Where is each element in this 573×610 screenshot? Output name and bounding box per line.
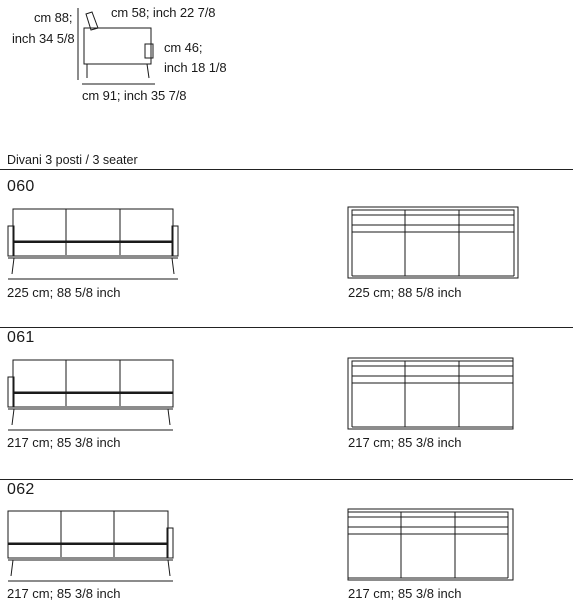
height-label-cm: cm 88; [34, 10, 73, 25]
height-label-inch: inch 34 5/8 [12, 31, 75, 46]
seat-height-label-inch: inch 18 1/8 [164, 60, 227, 75]
model-code: 062 [7, 481, 35, 498]
depth-label: cm 58; inch 22 7/8 [111, 5, 216, 20]
model-code: 061 [7, 329, 35, 346]
top-width-label: 217 cm; 85 3/8 inch [348, 435, 462, 450]
seat-height-label-cm: cm 46; [164, 40, 203, 55]
model-code: 060 [7, 178, 35, 195]
front-width-label: 225 cm; 88 5/8 inch [7, 285, 121, 300]
top-width-label: 225 cm; 88 5/8 inch [348, 285, 462, 300]
width-label: cm 91; inch 35 7/8 [82, 88, 187, 103]
front-width-label: 217 cm; 85 3/8 inch [7, 435, 121, 450]
top-width-label: 217 cm; 85 3/8 inch [348, 586, 462, 601]
front-width-label: 217 cm; 85 3/8 inch [7, 586, 121, 601]
section-title: Divani 3 posti / 3 seater [7, 153, 138, 167]
